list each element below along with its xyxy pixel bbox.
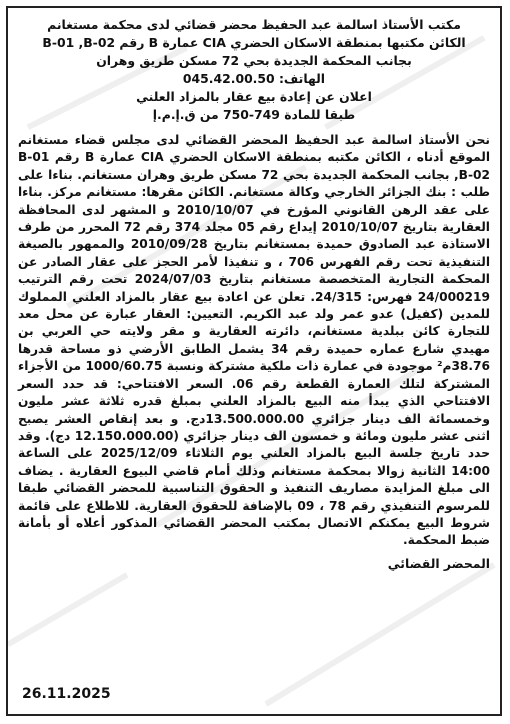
header-address-line: الكائن مكتبها بمنطقة الاسكان الحضري CIA عمارة B رقم B-01 ,B-02: [42, 35, 466, 50]
header-office-line: مكتب الأستاذ اسالمة عبد الحفيظ محضر قضائي لدى محكمة مستغانم: [47, 17, 461, 32]
notice-header: [18, 16, 490, 124]
notice-content: [18, 16, 490, 706]
notice-frame: [6, 6, 502, 716]
notice-body: [18, 132, 490, 550]
notice-paragraph: نحن الأستاذ اسالمة عبد الحفيظ المحضر القضائي لدى مجلس قضاء مستغانم الموقع أدناه ، الكائن مكتبه بمنطقة الاسكان الحضري CIA عمارة B رقم B-01 ,B-02 بجانب المحكمة الجديدة بحي 72 مسكن طريق وهران مستغانم. بناءا على طلب : بنك الجزائر الخارجي وكالة مستغانم. الكائن مقرها: مستغانم مركز. بناءا على عقد الرهن القانوني المؤرخ في 2010/10/07 و المشهر لدى المحافظة العقارية بتاريخ 2010/10/07 إيداع رقم 05 مجلد 374 رقم 72 المحرر من طرف الاستاذة عبد الصادوق حميدة بمستغانم بتاريخ 2010/09/28 والممهور بالصيغة التنفيذية تحت رقم الفهرس 706 ، و تنفيذا لأمر الحجز على عقار الصادر عن المحكمة التجارية المتخصصة مستغانم بتاريخ 2024/07/03 تحت رقم الترتيب 24/000219 فهرس: 24/315. تعلن عن اعادة بيع عقار بالمزاد العلني المملوك للمدين (كفيل) عدو عمر ولد عبد الكريم. التعيين: العقار عبارة عن محل معد للتجارة كائن ببلدية مستغانم، دائرته العقارية و مقر ولايته حي العربي بن مهيدي شارع عماره حميدة رقم 34 يشمل الطابق الأرضي ذو مساحة قدرها 38.76م² موجودة في عمارة ذات ملكية مشتركة ونسبة 1000/60.75 من الأجزاء المشتركة لتلك العمارة القطعة رقم 06. السعر الافتتاحي: قد حدد السعر الافتتاحي الذي يبدأ منه البيع بالمزاد العلني بمبلغ قدره ثلاثة عشر مليون وخمسمائة الف دينار جزائري 13.500.000.00دج. و بعد إنقاص العشر يصبح اثنى عشر مليون ومائة و خمسون الف دينار جزائري (12.150.000.00 دج). وقد حدد تاريخ جلسة البيع بالمزاد العلني يوم الثلاثاء 2025/12/09 على الساعة 14:00 الثانية زوالا بمحكمة مستغانم وذلك أمام قاضي البيوع العقارية . يضاف الى مبلغ المزايدة مصاريف التنفيذ و الحقوق التناسبية للمحضر القضائي طبقا للمرسوم التنفيذي رقم 78 ، 09 بالإضافة للحقوق العقارية. للاطلاع على قائمة شروط البيع يمكنكم الاتصال بمكتب المحضر القضائي المذكور أعلاه أو بأمانة ضبط المحكمة.: [18, 133, 491, 548]
notice-date: 26.11.2025: [22, 686, 111, 702]
notice-legal-basis: طبقا للمادة 749-750 من ق.إ.م.إ: [152, 107, 356, 122]
notice-title: اعلان عن إعادة بيع عقار بالمزاد العلني: [136, 89, 372, 104]
header-location-line: بجانب المحكمة الجديدة بحي 72 مسكن طريق وهران: [96, 53, 412, 68]
header-phone-line: الهاتف: 045.42.00.50: [182, 71, 326, 86]
signature-label: المحضر القضائي: [387, 555, 490, 571]
